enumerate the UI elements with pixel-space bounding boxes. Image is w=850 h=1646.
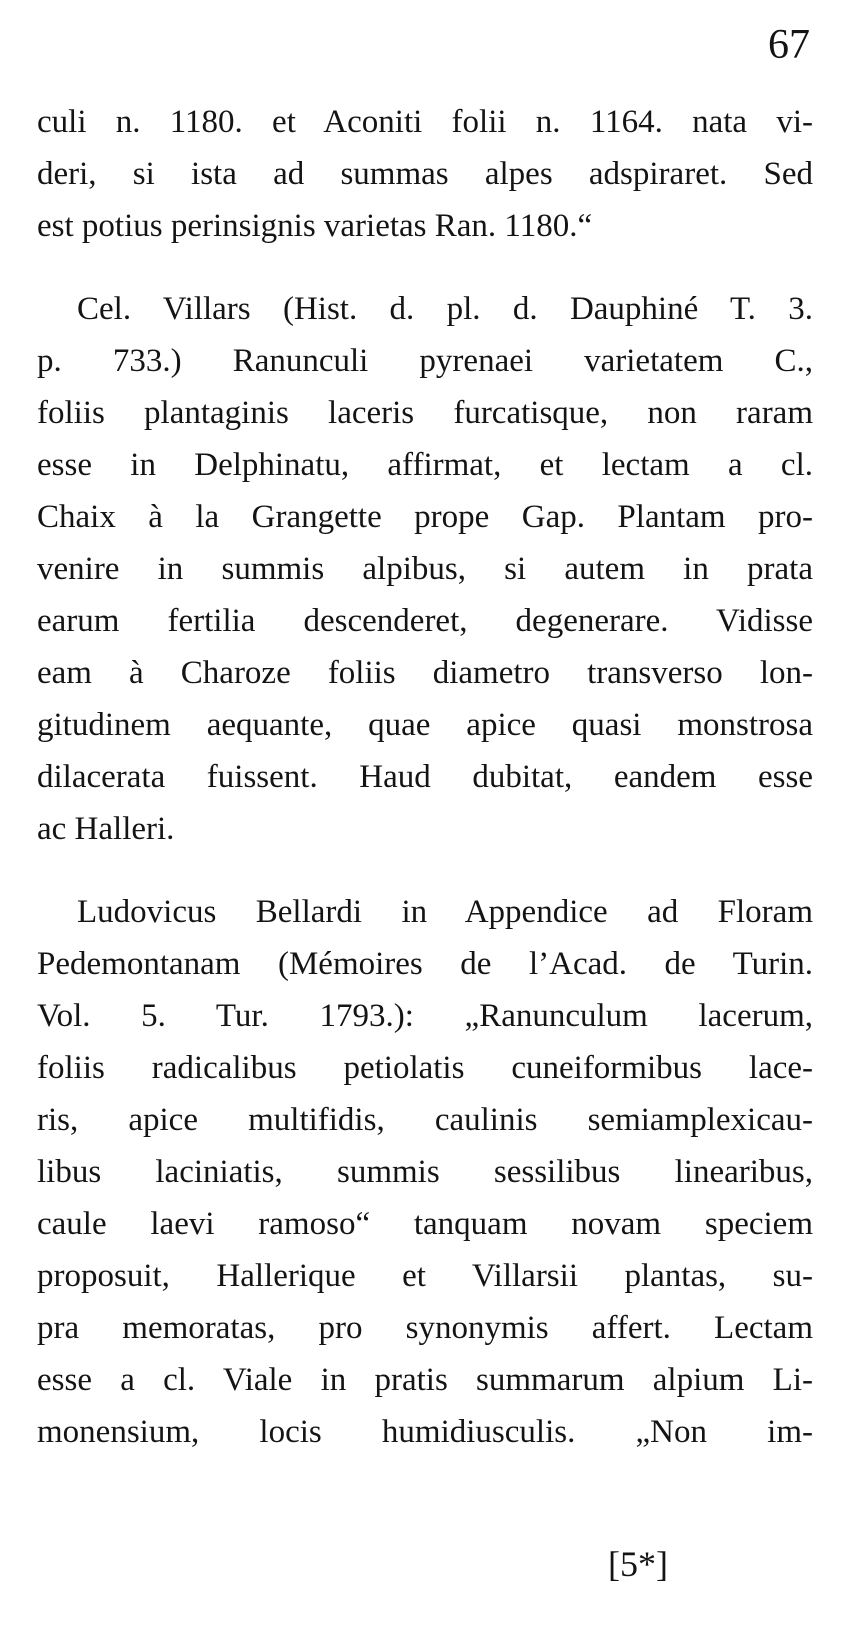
text-line: est potius perinsignis varietas Ran. 1180.“ [37,208,593,244]
text-line: Chaix à la Grangette prope Gap. Plantam pro- [37,499,813,535]
text-line: Cel. Villars (Hist. d. pl. d. Dauphiné T. 3. [77,291,813,327]
text-line: esse a cl. Viale in pratis summarum alpium Li- [37,1362,813,1398]
text-line: venire in summis alpibus, si autem in prata [37,551,813,587]
signature-mark: [5*] [608,1544,668,1584]
text-line: proposuit, Hallerique et Villarsii plantas, su- [37,1258,813,1294]
text-line: gitudinem aequante, quae apice quasi monstrosa [37,707,813,743]
text-line: culi n. 1180. et Aconiti folii n. 1164. nata vi- [37,104,813,140]
text-line: earum fertilia descenderet, degenerare. Vidisse [37,603,813,639]
text-line: deri, si ista ad summas alpes adspiraret. Sed [37,156,813,192]
page-number: 67 [768,22,810,68]
text-line: foliis radicalibus petiolatis cuneiformibus lace- [37,1050,813,1086]
text-line: Pedemontanam (Mémoires de l’Acad. de Turin. [37,946,813,982]
text-line: Ludovicus Bellardi in Appendice ad Floram [77,894,813,930]
text-line: libus laciniatis, summis sessilibus linearibus, [37,1154,813,1190]
text-line: foliis plantaginis laceris furcatisque, non raram [37,395,813,431]
text-line: Vol. 5. Tur. 1793.): „Ranunculum lacerum, [37,998,813,1034]
text-line: caule laevi ramoso“ tanquam novam speciem [37,1206,813,1242]
text-line: ac Halleri. [37,811,175,847]
text-line: esse in Delphinatu, affirmat, et lectam a cl. [37,447,813,483]
text-line: p. 733.) Ranunculi pyrenaei varietatem C., [37,343,813,379]
text-line: monensium, locis humidiusculis. „Non im- [37,1414,813,1450]
text-line: dilacerata fuissent. Haud dubitat, eandem esse [37,759,813,795]
text-line: pra memoratas, pro synonymis affert. Lectam [37,1310,813,1346]
text-line: eam à Charoze foliis diametro transverso lon- [37,655,813,691]
text-line: ris, apice multifidis, caulinis semiamplexicau- [37,1102,813,1138]
